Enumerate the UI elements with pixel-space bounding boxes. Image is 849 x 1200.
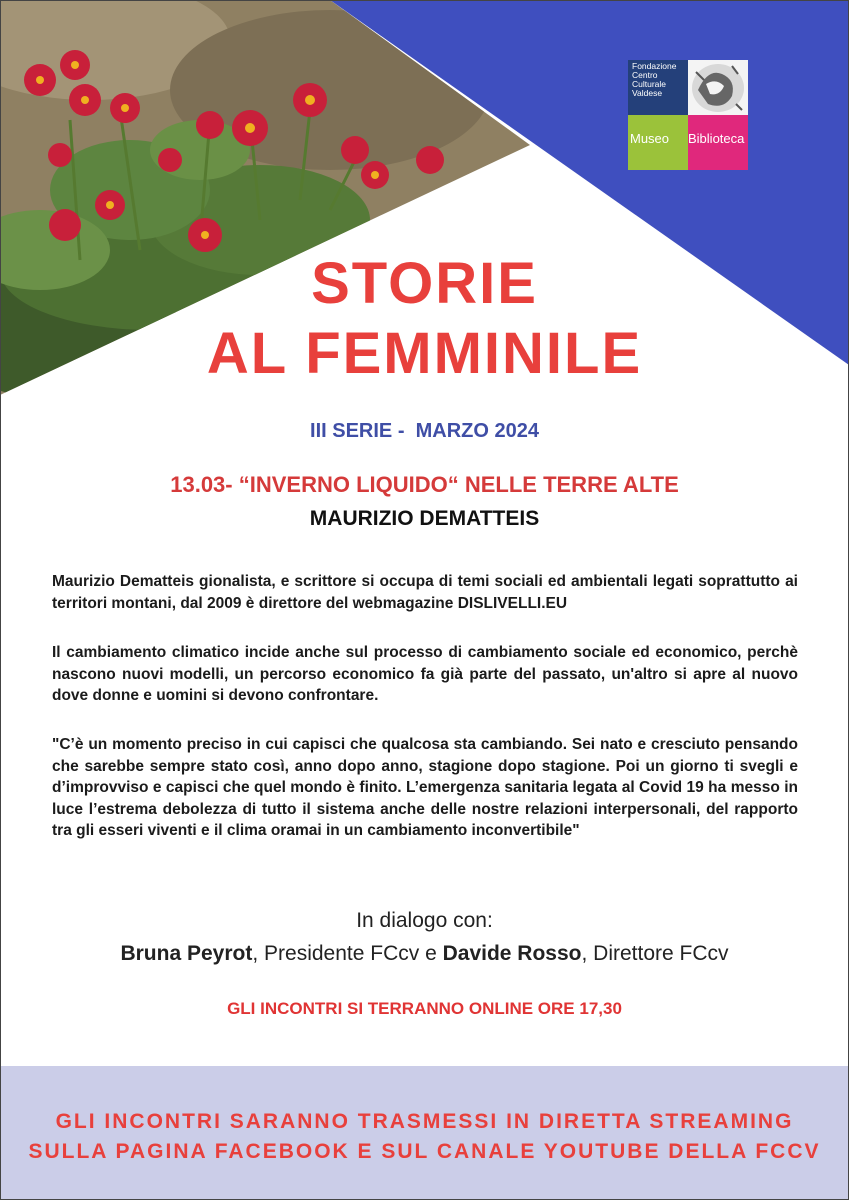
logo-museo-label: Museo [630,131,670,146]
logo-org-line4: Valdese [632,88,663,98]
logo-org-line3: Culturale [632,79,667,89]
logo-biblioteca-label: Biblioteca [688,131,745,146]
bio-paragraph: Maurizio Dematteis gionalista, e scrittore si occupa di temi sociali ed ambientali legati soprattutto ai territori montani, dal 2009 è direttore del webmagazine DISLIVELLI.EU [52,573,798,612]
engraving-icon [688,60,748,115]
logo-org-line1: Fondazione [632,61,677,71]
host2-name: Davide Rosso [442,942,582,965]
logo-biblioteca-block [688,115,748,170]
online-notice: GLI INCONTRI SI TERRANNO ONLINE ORE 17,30 [227,999,622,1018]
topic-paragraph: Il cambiamento climatico incide anche sul processo di cambiamento sociale ed economico, perchè nascono nuovi modelli, un percorso economico fa già parte del passato, un'altro si apre al nuovo dove donne e uomini si devono confrontare. [52,644,798,704]
logo-engraving [688,60,748,115]
host2-role: , Direttore FCcv [581,942,729,965]
poster-title-line2: AL FEMMINILE [206,321,643,386]
dialogue-hosts [0,942,849,966]
dialogue-intro: In dialogo con: [356,909,493,932]
footer-line2: SULLA PAGINA FACEBOOK E SUL CANALE YOUTUBE DELLA FCCV [28,1140,821,1163]
host1-name: Bruna Peyrot [120,942,253,965]
quote-paragraph: "C’è un momento preciso in cui capisci che qualcosa sta cambiando. Sei nato e cresciuto pensando che sarebbe sempre stato così, anno dopo anno, stagione dopo stagione. Poi un giorno ti svegli e d’improvviso e capisci che quel mondo è finito. L’emergenza sanitaria legata al Covid 19 ha messo in luce l’estrema debolezza di tutto il sistema anche delle nostre relazioni interpersonali, del rapporto tra gli esseri viventi e il clima oramai in un cambiamento inconvertibile" [52,736,798,839]
logo-org-line2: Centro [632,70,658,80]
event-heading: 13.03- “INVERNO LIQUIDO“ NELLE TERRE ALTE [170,472,679,497]
serie-date: III SERIE - MARZO 2024 [310,420,539,442]
logo-museo-block [628,115,688,170]
event-speaker: MAURIZIO DEMATTEIS [309,507,540,530]
footer-line1: GLI INCONTRI SARANNO TRASMESSI IN DIRETTA STREAMING [55,1110,794,1133]
logo-org-block [628,60,688,115]
poster-title-line1: STORIE [311,251,538,316]
footer-banner [0,1066,849,1200]
host1-role: , Presidente FCcv e [252,942,443,965]
fccv-logo [628,60,748,170]
